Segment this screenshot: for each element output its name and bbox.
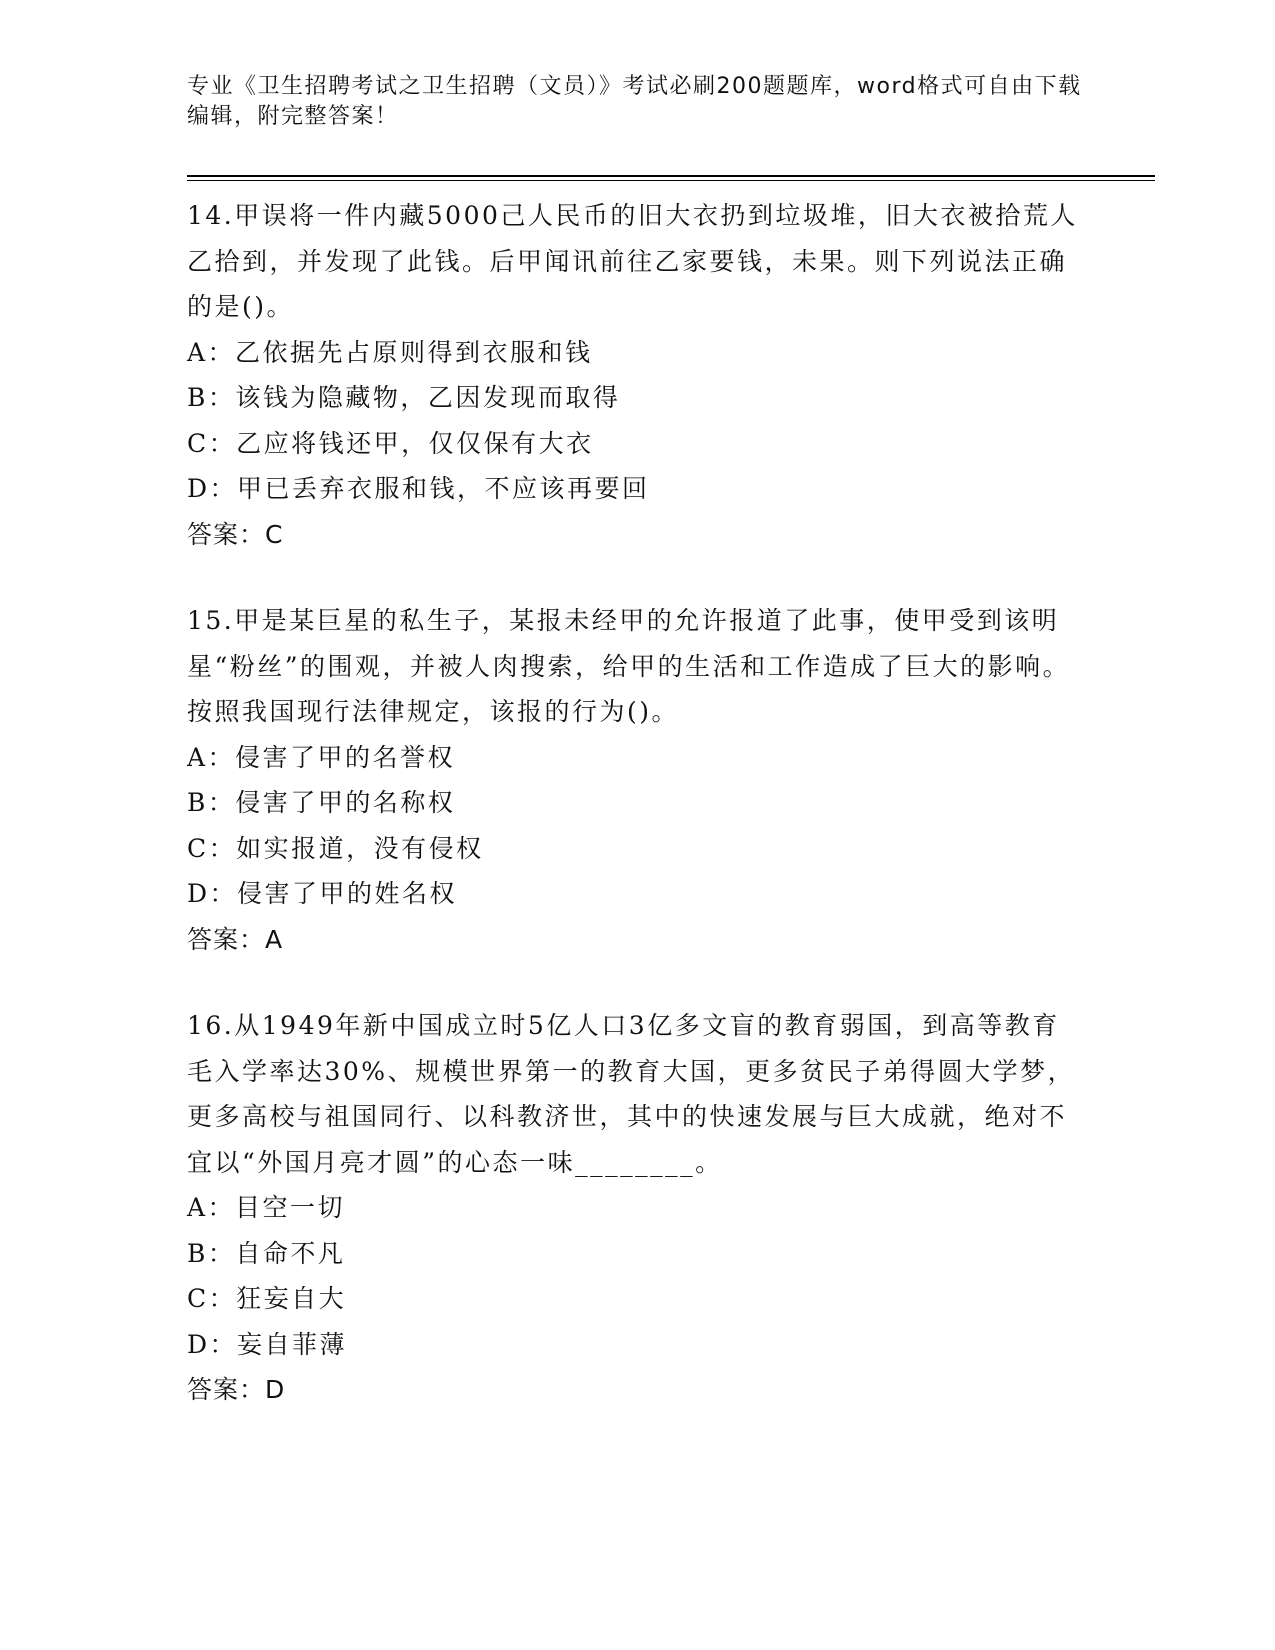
option-a: A：乙依据先占原则得到衣服和钱 xyxy=(187,337,593,367)
option-b: B：自命不凡 xyxy=(187,1238,346,1268)
option-c: C：狂妄自大 xyxy=(187,1284,347,1313)
option-a: A：目空一切 xyxy=(187,1193,346,1222)
option-b: B：该钱为隐藏物，乙因发现而取得 xyxy=(187,383,621,412)
header-divider-thin xyxy=(187,180,1155,181)
question-stem: 15.甲是某巨星的私生子，某报未经甲的允许报道了此事，使甲受到该明星“粉丝”的围观，并被人肉搜索，给甲的生活和工作造成了巨大的影响。按照我国现行法律规定，该报的行为()。 xyxy=(187,606,1071,726)
option-a: A：侵害了甲的名誉权 xyxy=(187,742,456,772)
question-stem: 14.甲误将一件内藏5000己人民币的旧大衣扔到垃圾堆，旧大衣被拾荒人乙拾到，并发现了此钱。后甲闻讯前往乙家要钱，未果。则下列说法正确的是()。 xyxy=(187,201,1078,321)
question-15 xyxy=(187,598,1087,962)
option-d: D：妄自菲薄 xyxy=(187,1329,348,1359)
question-list xyxy=(187,193,1087,1454)
answer: 答案：C xyxy=(187,519,284,549)
answer: 答案：A xyxy=(187,924,284,954)
question-stem: 16.从1949年新中国成立时5亿人口3亿多文盲的教育弱国，到高等教育毛入学率达30%、规模世界第一的教育大国，更多贫民子弟得圆大学梦，更多高校与祖国同行、以科教济世，其中的快速发展与巨大成就，绝对不宜以“外国月亮才圆”的心态一味________。 xyxy=(187,1011,1076,1177)
question-14 xyxy=(187,193,1087,557)
document-header: 专业《卫生招聘考试之卫生招聘（文员）》考试必刷200题题库，word格式可自由下载编辑，附完整答案！ xyxy=(187,74,1082,129)
header-divider-thick xyxy=(187,175,1155,177)
answer: 答案：D xyxy=(187,1375,286,1404)
option-c: C：如实报道，没有侵权 xyxy=(187,833,484,863)
option-d: D：甲已丢弃衣服和钱，不应该再要回 xyxy=(187,474,650,503)
option-c: C：乙应将钱还甲，仅仅保有大衣 xyxy=(187,428,594,458)
option-b: B：侵害了甲的名称权 xyxy=(187,788,456,817)
question-16 xyxy=(187,1003,1087,1413)
option-d: D：侵害了甲的姓名权 xyxy=(187,879,458,908)
